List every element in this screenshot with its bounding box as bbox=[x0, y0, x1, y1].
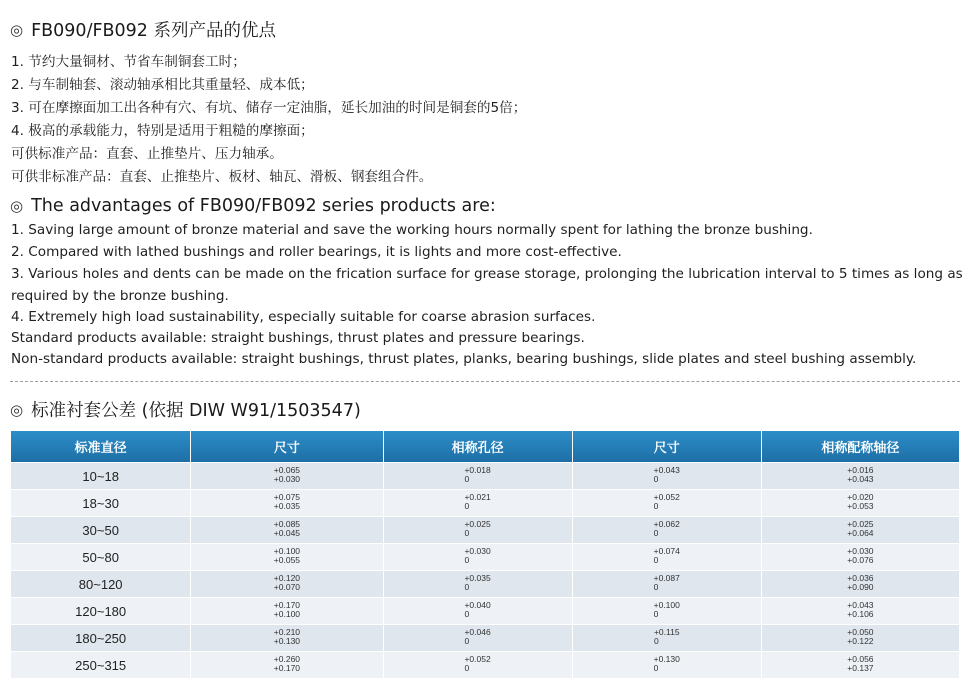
upper-deviation: +0.210 bbox=[273, 626, 301, 637]
lower-deviation: +0.035 bbox=[273, 500, 301, 511]
tolerance-pair bbox=[274, 547, 300, 565]
tolerance-cell bbox=[191, 570, 383, 597]
nominal-diameter-cell: 10~18 bbox=[11, 462, 191, 489]
upper-deviation: +0.036 bbox=[847, 572, 874, 583]
upper-deviation: +0.052 bbox=[464, 653, 491, 664]
heading-text: The advantages of FB090/FB092 series products are: bbox=[31, 196, 496, 216]
tolerance-pair bbox=[464, 466, 490, 484]
lower-deviation: +0.043 bbox=[847, 473, 874, 484]
column-header: 相称配称轴径 bbox=[762, 431, 959, 462]
tolerance-pair bbox=[464, 601, 490, 619]
text-line: 4. 极高的承载能力，特别是适用于粗糙的摩擦面； bbox=[11, 123, 314, 139]
tolerance-pair bbox=[654, 493, 680, 511]
lower-deviation: 0 bbox=[464, 554, 470, 565]
tolerance-pair bbox=[464, 520, 490, 538]
tolerance-pair bbox=[847, 466, 873, 484]
lower-deviation: +0.130 bbox=[273, 635, 301, 646]
column-header: 尺寸 bbox=[573, 431, 762, 462]
upper-deviation: +0.075 bbox=[273, 491, 301, 502]
tolerance-cell bbox=[191, 489, 383, 516]
nominal-diameter-cell: 30~50 bbox=[11, 516, 191, 543]
lower-deviation: +0.055 bbox=[273, 554, 301, 565]
text-line: 3. Various holes and dents can be made on the frication surface for grease storage, prolonging the lubrication interval to 5 times as long as bbox=[11, 266, 963, 282]
tolerance-pair bbox=[464, 628, 490, 646]
tolerance-cell bbox=[762, 651, 959, 678]
text-line: 可供非标准产品：直套、止推垫片、板材、轴瓦、滑板、钢套组合件。 bbox=[11, 169, 433, 185]
tolerance-cell bbox=[762, 597, 959, 624]
table-header-row bbox=[11, 431, 959, 462]
upper-deviation: +0.025 bbox=[464, 518, 491, 529]
tolerance-cell bbox=[384, 543, 573, 570]
tolerance-pair bbox=[654, 601, 680, 619]
lower-deviation: +0.030 bbox=[273, 473, 301, 484]
section-heading-cn bbox=[10, 17, 276, 42]
tolerance-pair bbox=[274, 466, 300, 484]
upper-deviation: +0.043 bbox=[653, 464, 680, 475]
upper-deviation: +0.016 bbox=[847, 464, 874, 475]
lower-deviation: +0.045 bbox=[273, 527, 301, 538]
heading-text: 标准衬套公差 (依据 DIW W91/1503547) bbox=[31, 401, 361, 421]
lower-deviation: 0 bbox=[653, 500, 659, 511]
table-row bbox=[11, 543, 959, 570]
lower-deviation: 0 bbox=[653, 662, 659, 673]
tolerance-cell bbox=[191, 462, 383, 489]
text-line: required by the bronze bushing. bbox=[11, 288, 229, 304]
text-line: 2. Compared with lathed bushings and roller bearings, it is lights and more cost-effective. bbox=[11, 244, 622, 260]
upper-deviation: +0.100 bbox=[273, 545, 301, 556]
tolerance-cell bbox=[191, 624, 383, 651]
section-heading-table bbox=[10, 397, 361, 422]
tolerance-cell bbox=[384, 624, 573, 651]
tolerance-pair bbox=[464, 655, 490, 673]
tolerance-cell bbox=[762, 516, 959, 543]
tolerance-cell bbox=[573, 462, 762, 489]
table-row bbox=[11, 570, 959, 597]
lower-deviation: +0.106 bbox=[847, 608, 874, 619]
tolerance-pair bbox=[464, 493, 490, 511]
upper-deviation: +0.025 bbox=[847, 518, 874, 529]
tolerance-pair bbox=[847, 547, 873, 565]
lower-deviation: 0 bbox=[653, 554, 659, 565]
dashed-divider bbox=[10, 381, 960, 382]
bullet-circle-icon: ◎ bbox=[10, 20, 24, 39]
text-line: 4. Extremely high load sustainability, especially suitable for coarse abrasion surfaces. bbox=[11, 309, 596, 325]
tolerance-pair bbox=[654, 574, 680, 592]
tolerance-cell bbox=[191, 543, 383, 570]
upper-deviation: +0.018 bbox=[464, 464, 491, 475]
tolerance-pair bbox=[847, 655, 873, 673]
upper-deviation: +0.020 bbox=[847, 491, 874, 502]
tolerance-cell bbox=[384, 462, 573, 489]
upper-deviation: +0.052 bbox=[653, 491, 680, 502]
tolerance-pair bbox=[274, 520, 300, 538]
tolerance-pair bbox=[654, 520, 680, 538]
upper-deviation: +0.035 bbox=[464, 572, 491, 583]
nominal-diameter-cell: 250~315 bbox=[11, 651, 191, 678]
table-row bbox=[11, 462, 959, 489]
tolerance-cell bbox=[384, 489, 573, 516]
tolerance-cell bbox=[573, 570, 762, 597]
lower-deviation: 0 bbox=[653, 527, 659, 538]
tolerance-pair bbox=[654, 547, 680, 565]
tolerance-cell bbox=[573, 543, 762, 570]
lower-deviation: 0 bbox=[653, 473, 659, 484]
column-header: 尺寸 bbox=[191, 431, 383, 462]
lower-deviation: +0.100 bbox=[273, 608, 301, 619]
upper-deviation: +0.046 bbox=[464, 626, 491, 637]
upper-deviation: +0.050 bbox=[847, 626, 874, 637]
tolerance-table bbox=[11, 431, 959, 678]
upper-deviation: +0.030 bbox=[847, 545, 874, 556]
tolerance-pair bbox=[847, 520, 873, 538]
tolerance-cell bbox=[573, 624, 762, 651]
tolerance-pair bbox=[274, 574, 300, 592]
lower-deviation: 0 bbox=[464, 581, 470, 592]
tolerance-pair bbox=[274, 655, 300, 673]
tolerance-cell bbox=[573, 597, 762, 624]
lower-deviation: +0.076 bbox=[847, 554, 874, 565]
tolerance-cell bbox=[384, 651, 573, 678]
upper-deviation: +0.021 bbox=[464, 491, 491, 502]
lower-deviation: +0.122 bbox=[847, 635, 874, 646]
table-row bbox=[11, 651, 959, 678]
lower-deviation: 0 bbox=[464, 500, 470, 511]
upper-deviation: +0.085 bbox=[273, 518, 301, 529]
lower-deviation: +0.170 bbox=[273, 662, 301, 673]
lower-deviation: 0 bbox=[653, 581, 659, 592]
tolerance-cell bbox=[762, 543, 959, 570]
nominal-diameter-cell: 50~80 bbox=[11, 543, 191, 570]
tolerance-pair bbox=[847, 493, 873, 511]
lower-deviation: 0 bbox=[464, 635, 470, 646]
tolerance-cell bbox=[762, 462, 959, 489]
column-header: 标准直径 bbox=[11, 431, 191, 462]
tolerance-cell bbox=[191, 597, 383, 624]
lower-deviation: +0.137 bbox=[847, 662, 874, 673]
tolerance-pair bbox=[847, 601, 873, 619]
upper-deviation: +0.030 bbox=[464, 545, 491, 556]
tolerance-pair bbox=[654, 466, 680, 484]
lower-deviation: +0.053 bbox=[847, 500, 874, 511]
table-row bbox=[11, 489, 959, 516]
tolerance-cell bbox=[573, 516, 762, 543]
bullet-circle-icon: ◎ bbox=[10, 400, 24, 419]
tolerance-cell bbox=[762, 489, 959, 516]
lower-deviation: 0 bbox=[464, 527, 470, 538]
tolerance-cell bbox=[762, 570, 959, 597]
upper-deviation: +0.040 bbox=[464, 599, 491, 610]
lower-deviation: 0 bbox=[464, 473, 470, 484]
tolerance-pair bbox=[464, 547, 490, 565]
nominal-diameter-cell: 120~180 bbox=[11, 597, 191, 624]
upper-deviation: +0.087 bbox=[653, 572, 680, 583]
column-header: 相称孔径 bbox=[384, 431, 573, 462]
tolerance-cell bbox=[384, 516, 573, 543]
tolerance-cell bbox=[573, 651, 762, 678]
tolerance-pair bbox=[654, 628, 680, 646]
upper-deviation: +0.260 bbox=[273, 653, 301, 664]
upper-deviation: +0.056 bbox=[847, 653, 874, 664]
text-line: 1. Saving large amount of bronze material and save the working hours normally spent for lathing the bronze bushing. bbox=[11, 222, 813, 238]
lower-deviation: +0.090 bbox=[847, 581, 874, 592]
tolerance-cell bbox=[384, 570, 573, 597]
upper-deviation: +0.074 bbox=[653, 545, 680, 556]
nominal-diameter-cell: 80~120 bbox=[11, 570, 191, 597]
tolerance-pair bbox=[274, 493, 300, 511]
heading-text: FB090/FB092 系列产品的优点 bbox=[31, 21, 276, 41]
lower-deviation: 0 bbox=[653, 635, 659, 646]
upper-deviation: +0.100 bbox=[653, 599, 680, 610]
tolerance-cell bbox=[573, 489, 762, 516]
tolerance-pair bbox=[654, 655, 680, 673]
table-row bbox=[11, 597, 959, 624]
lower-deviation: 0 bbox=[653, 608, 659, 619]
table-row bbox=[11, 624, 959, 651]
upper-deviation: +0.120 bbox=[273, 572, 301, 583]
bullet-circle-icon: ◎ bbox=[10, 197, 24, 215]
lower-deviation: 0 bbox=[464, 662, 470, 673]
text-line: 3. 可在摩擦面加工出各种有穴、有坑、储存一定油脂，延长加油的时间是铜套的5倍； bbox=[11, 100, 527, 116]
upper-deviation: +0.115 bbox=[653, 626, 680, 637]
nominal-diameter-cell: 18~30 bbox=[11, 489, 191, 516]
lower-deviation: 0 bbox=[464, 608, 470, 619]
upper-deviation: +0.130 bbox=[653, 653, 680, 664]
upper-deviation: +0.065 bbox=[273, 464, 301, 475]
section-heading-en bbox=[10, 196, 496, 216]
tolerance-pair bbox=[847, 574, 873, 592]
tolerance-cell bbox=[384, 597, 573, 624]
text-line: 2. 与车制轴套、滚动轴承相比其重量轻、成本低； bbox=[11, 77, 314, 93]
lower-deviation: +0.064 bbox=[847, 527, 874, 538]
nominal-diameter-cell: 180~250 bbox=[11, 624, 191, 651]
tolerance-cell bbox=[762, 624, 959, 651]
table-row bbox=[11, 516, 959, 543]
tolerance-pair bbox=[274, 601, 300, 619]
upper-deviation: +0.062 bbox=[653, 518, 680, 529]
lower-deviation: +0.070 bbox=[273, 581, 301, 592]
tolerance-cell bbox=[191, 516, 383, 543]
text-line: 可供标准产品：直套、止推垫片、压力轴承。 bbox=[11, 146, 283, 162]
tolerance-cell bbox=[191, 651, 383, 678]
tolerance-pair bbox=[847, 628, 873, 646]
text-line: 1. 节约大量铜材、节省车制铜套工时； bbox=[11, 54, 246, 70]
upper-deviation: +0.043 bbox=[847, 599, 874, 610]
tolerance-pair bbox=[274, 628, 300, 646]
text-line: Standard products available: straight bushings, thrust plates and pressure bearings. bbox=[11, 330, 585, 346]
upper-deviation: +0.170 bbox=[273, 599, 301, 610]
text-line: Non-standard products available: straight bushings, thrust plates, planks, bearing bushings, slide plates and steel bushing assembly. bbox=[11, 351, 917, 367]
tolerance-pair bbox=[464, 574, 490, 592]
